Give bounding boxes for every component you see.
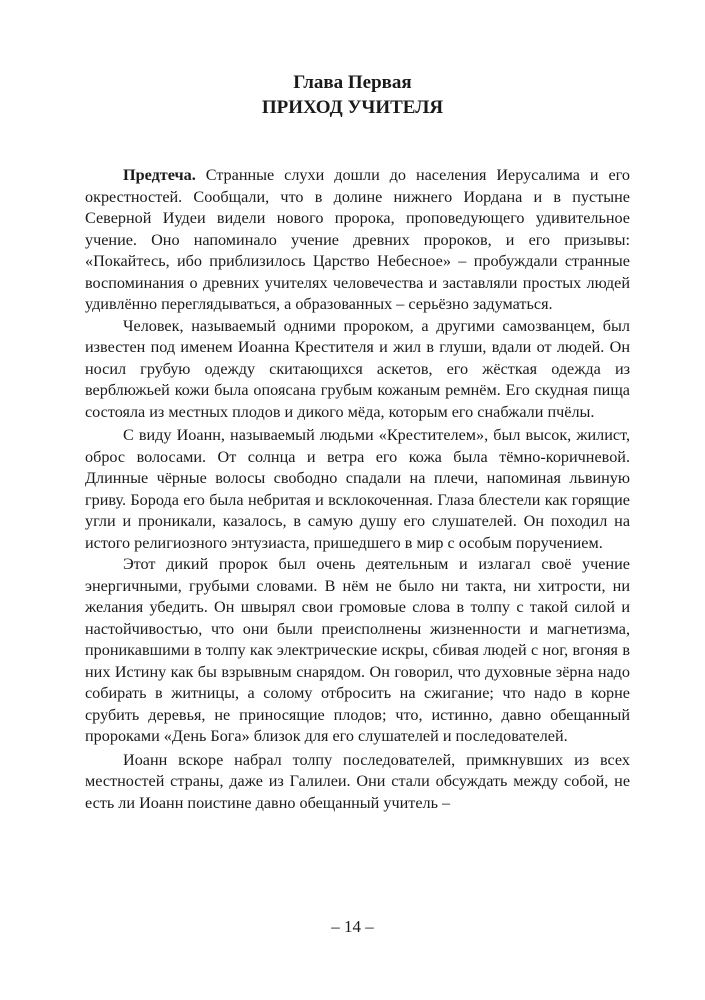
- paragraph-1: [85, 165, 630, 316]
- page-number: – 14 –: [331, 917, 374, 936]
- paragraph-1-text: Странные слухи дошли до населения Иерусалима и его окрестностей. Сообщали, что в долине нижнего Иордана и в пустыне Северной Иудеи видели нового пророка, проповедующего удивительное учение. Оно напоминало учение древних пророков, и его призывы: «Покайтесь, ибо приблизилось Царство Небесное» – пробуждали странные воспоминания о древних учителях человечества и заставляли простых людей удивлённо переглядываться, а образованных – серьёзно задуматься.: [85, 166, 630, 313]
- paragraph-4: Этот дикий пророк был очень деятельным и излагал своё учение энергичными, грубыми словами. В нём не было ни такта, ни хитрости, ни желания убедить. Он швырял свои громовые слова в толпу с такой силой и настойчивостью, что они были преисполнены жизненности и магнетизма, проникавшими в толпу как электрические искры, сбивая людей с ног, вгоняя в них Истину как бы взрывным снарядом. Он говорил, что духовные зёрна надо собирать в житницы, а солому отбросить на сжигание; что надо в корне срубить деревья, не приносящие плодов; что, истинно, давно обещанный пророками «День Бога» близок для его слушателей и последователей.: [85, 555, 630, 745]
- chapter-number-label: Глава Первая: [293, 72, 412, 93]
- paragraph-5: Иоанн вскоре набрал толпу последователей, примкнувших из всех местностей страны, даже из Галилеи. Они стали обсуждать между собой, не есть ли Иоанн поистине давно обещанный учитель –: [85, 750, 630, 812]
- chapter-heading: [0, 70, 705, 120]
- chapter-body: [85, 165, 630, 814]
- paragraph-2: Человек, называемый одними пророком, а другими самозванцем, был известен под именем Иоанна Крестителя и жил в глуши, вдали от людей. Он носил грубую одежду скитающихся аскетов, его жёсткая одежда из верблюжьей кожи была опоясана грубым кожаным ремнём. Его скудная пища состояла из местных плодов и дикого мёда, которым его снабжали пчёлы.: [85, 316, 630, 421]
- lead-term: Предтеча.: [123, 166, 196, 184]
- chapter-title: ПРИХОД УЧИТЕЛЯ: [261, 97, 444, 118]
- paragraph-3: С виду Иоанн, называемый людьми «Крестителем», был высок, жилист, оброс волосами. От солнца и ветра его кожа была тёмно-коричневой. Длинные чёрные волосы свободно спадали на плечи, напоминая львиную гриву. Борода его была небритая и всклокоченная. Глаза блестели как горящие угли и проникали, казалось, в самую душу его слушателей. Он походил на истого религиозного энтузиаста, пришедшего в мир с особым поручением.: [85, 426, 630, 552]
